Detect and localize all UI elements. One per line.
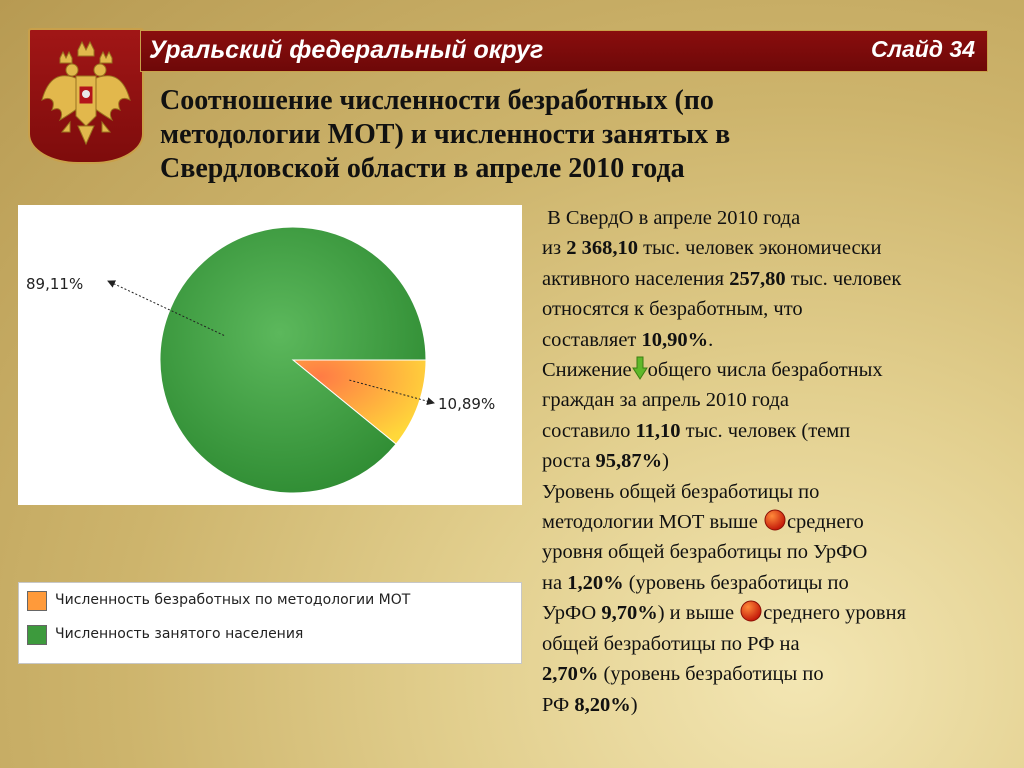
header-bar [140, 30, 988, 72]
text-line [542, 385, 1012, 415]
text-span: РФ [542, 693, 575, 716]
text-span: общей безработицы по РФ на [542, 632, 800, 655]
value-unemployed: 257,80 [729, 267, 786, 290]
slice-label-employed: 89,11% [26, 275, 84, 293]
text-line [542, 264, 1012, 294]
red-dot-icon [739, 599, 763, 623]
text-span: Снижение [542, 359, 632, 382]
value-active-population: 2 368,10 [566, 237, 638, 260]
text-span: УрФО [542, 602, 602, 625]
text-line [542, 507, 1012, 537]
text-span: относятся к безработным, что [542, 298, 803, 321]
text-span: тыс. человек экономически [637, 237, 882, 260]
chart-legend [18, 582, 522, 664]
text-span: (уровень безработицы по [598, 663, 824, 686]
coat-of-arms-icon [28, 28, 144, 164]
text-span: ) [630, 693, 638, 716]
text-line [542, 355, 1012, 385]
pie-slice-employed [160, 227, 426, 493]
text-line [542, 416, 1012, 446]
text-line [542, 568, 1012, 598]
text-span: среднего [786, 511, 864, 534]
text-line [542, 477, 1012, 507]
red-dot-icon [763, 508, 787, 532]
text-span: методологии МОТ выше [542, 511, 763, 534]
text-span: Уровень общей безработицы по [542, 480, 820, 503]
text-span: граждан за апрель 2010 года [542, 389, 789, 412]
text-span: роста [542, 450, 596, 473]
legend-swatch-employed [27, 625, 47, 645]
text-line [542, 325, 1012, 355]
text-span: ) [662, 450, 669, 473]
text-line [542, 598, 1012, 628]
slice-label-unemployed: 10,89% [438, 395, 496, 413]
text-span: на [542, 571, 568, 594]
text-span: среднего уровня [763, 602, 907, 625]
text-span: . [708, 328, 714, 351]
summary-text [542, 203, 1012, 720]
text-span: составляет [542, 328, 642, 351]
value-above-rf: 2,70% [542, 663, 599, 686]
slide-number: Слайд 34 [871, 36, 975, 62]
value-decrease: 11,10 [635, 419, 681, 442]
value-rf-rate: 8,20% [574, 693, 631, 716]
value-unemployment-share: 10,90% [641, 328, 709, 351]
value-above-urfo: 1,20% [567, 571, 624, 594]
page-title [160, 84, 880, 186]
legend-label: Численность занятого населения [55, 626, 304, 642]
text-span: общего числа безработных [647, 359, 883, 382]
down-arrow-icon [632, 356, 648, 380]
title-line: Свердловской области в апреле 2010 года [160, 153, 685, 184]
text-line [542, 629, 1012, 659]
text-line [542, 233, 1012, 263]
title-line: методологии МОТ) и численности занятых в [160, 119, 731, 150]
title-line: Соотношение численности безработных (по [160, 85, 714, 116]
text-line [542, 294, 1012, 324]
text-span: (уровень безработицы по [623, 571, 849, 594]
pie-chart [18, 205, 522, 505]
text-line [542, 659, 1012, 689]
legend-label: Численность безработных по методологии МОТ [55, 592, 411, 608]
value-urfo-rate: 9,70% [601, 602, 658, 625]
text-line [542, 446, 1012, 476]
text-line [542, 537, 1012, 567]
text-span: В СвердО в апреле 2010 года [547, 207, 801, 229]
text-span: тыс. человек [785, 267, 902, 290]
text-span: из [542, 237, 567, 260]
region-title: Уральский федеральный округ [149, 36, 544, 64]
text-span: ) и выше [657, 602, 740, 625]
text-line [542, 690, 1012, 720]
text-span: тыс. человек (темп [680, 419, 851, 442]
text-span: уровня общей безработицы по УрФО [542, 541, 868, 564]
pie-chart-panel [18, 205, 522, 505]
text-line [542, 203, 1012, 233]
text-span: активного населения [542, 267, 730, 290]
value-growth-rate: 95,87% [595, 450, 663, 473]
legend-swatch-unemployed [27, 591, 47, 611]
text-span: составило [542, 419, 636, 442]
